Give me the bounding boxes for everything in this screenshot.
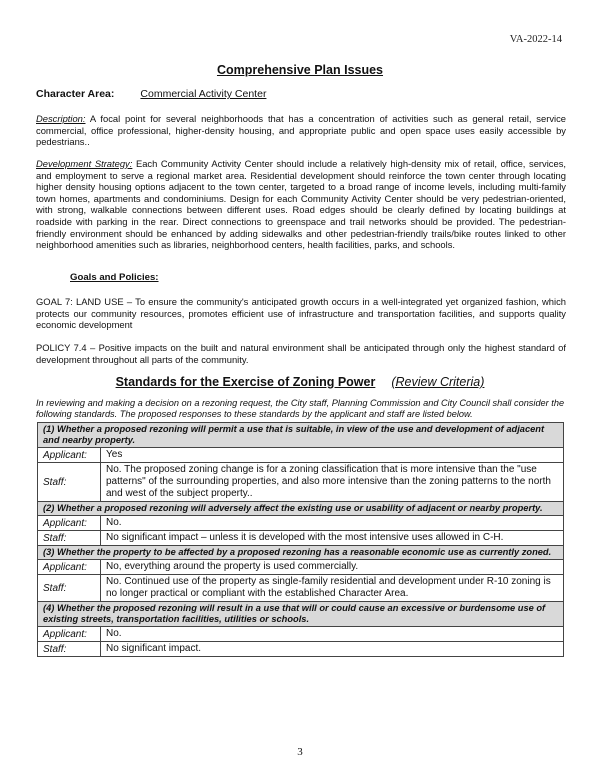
- standard-question: (2) Whether a proposed rezoning will adversely affect the existing use or usability of adjacent or nearby property.: [38, 502, 564, 516]
- page-number: 3: [297, 746, 303, 758]
- standard-question-row: [38, 546, 564, 560]
- staff-response: No. Continued use of the property as single-family residential and development under R-10 zoning is no longer practical or compliant with the established Character Area.: [101, 575, 564, 602]
- standard-question: (4) Whether the proposed rezoning will result in a use that will or could cause an excessive or burdensome use of existing streets, transportation facilities, utilities or schools.: [38, 602, 564, 627]
- applicant-row: [38, 627, 564, 642]
- standard-question: (3) Whether the property to be affected by a proposed rezoning has a reasonable economic use as currently zoned.: [38, 546, 564, 560]
- staff-label: Staff:: [38, 463, 101, 502]
- goal-paragraph: GOAL 7: LAND USE – To ensure the community's anticipated growth occurs in a well-integrated yet organized fashion, which protects our community resources, promotes efficient use of infrastructure and transportation facilities, and supports quality economic development: [36, 296, 566, 331]
- applicant-response: No, everything around the property is used commercially.: [101, 560, 564, 575]
- document-id: VA-2022-14: [509, 34, 562, 45]
- strategy-text: Each Community Activity Center should include a relatively high-density mix of retail, office, services, and employment to serve a regional market area. Residential development should reinforce the town center through locating higher density housing options adjacent to the town center, targeted to a broad range of income levels, including multi-family town homes, apartments and condominiums. Design for each Community Activity Center should be very pedestrian-oriented, with strong, walkable connections between different uses. Road edges should be clearly defined by locating buildings at roadside with parking in the rear. Direct connections to greenspace and trail networks should be provided. The pedestrian-friendly environment should be enhanced by adding sidewalks and other pedestrian-friendly trails/bike routes linked to other neighborhood amenities such as libraries, neighborhood centers, health facilities, parks, and schools.: [36, 158, 566, 251]
- applicant-response: Yes: [101, 448, 564, 463]
- applicant-label: Applicant:: [38, 448, 101, 463]
- strategy-paragraph: [36, 158, 566, 251]
- applicant-row: [38, 516, 564, 531]
- staff-label: Staff:: [38, 642, 101, 657]
- standard-question-row: [38, 502, 564, 516]
- staff-response: No significant impact – unless it is developed with the most intensive uses allowed in C-H.: [101, 531, 564, 546]
- staff-row: [38, 642, 564, 657]
- standard-question-row: [38, 423, 564, 448]
- staff-row: [38, 531, 564, 546]
- applicant-response: No.: [101, 516, 564, 531]
- standard-question: (1) Whether a proposed rezoning will permit a use that is suitable, in view of the use and development of adjacent and nearby property.: [38, 423, 564, 448]
- policy-paragraph: POLICY 7.4 – Positive impacts on the built and natural environment shall be anticipated through only the highest standard of development throughout all parts of the community.: [36, 342, 566, 365]
- description-paragraph: [36, 113, 566, 148]
- applicant-label: Applicant:: [38, 516, 101, 531]
- standards-table: [37, 422, 564, 657]
- standard-question-row: [38, 602, 564, 627]
- standards-title: Standards for the Exercise of Zoning Power: [115, 375, 376, 389]
- strategy-label: Development Strategy:: [36, 158, 133, 169]
- applicant-row: [38, 448, 564, 463]
- staff-label: Staff:: [38, 531, 101, 546]
- standards-subtitle: (Review Criteria): [391, 375, 485, 389]
- comprehensive-plan-title: Comprehensive Plan Issues: [216, 63, 384, 77]
- applicant-row: [38, 560, 564, 575]
- staff-row: [38, 463, 564, 502]
- description-text: A focal point for several neighborhoods that has a concentration of activities such as general retail, service commercial, office professional, higher-density housing, and appropriate public and open space uses easily accessible by pedestrians..: [36, 113, 566, 148]
- character-area: [36, 88, 266, 100]
- applicant-label: Applicant:: [38, 560, 101, 575]
- character-area-label: Character Area:: [36, 88, 115, 100]
- applicant-response: No.: [101, 627, 564, 642]
- character-area-value: Commercial Activity Center: [140, 88, 267, 100]
- staff-row: [38, 575, 564, 602]
- description-label: Description:: [36, 113, 86, 124]
- goals-heading: Goals and Policies:: [70, 272, 159, 283]
- staff-response: No. The proposed zoning change is for a zoning classification that is more intensive than the "use patterns" of the surrounding properties, and also more intensive than the zoning patterns to the north and west of the subject property..: [101, 463, 564, 502]
- staff-response: No significant impact.: [101, 642, 564, 657]
- staff-label: Staff:: [38, 575, 101, 602]
- standards-heading: [0, 375, 600, 389]
- applicant-label: Applicant:: [38, 627, 101, 642]
- standards-intro: In reviewing and making a decision on a rezoning request, the City staff, Planning Commission and City Council shall consider the following standards. The proposed responses to these standards by the applicant and staff are listed below.: [36, 398, 565, 419]
